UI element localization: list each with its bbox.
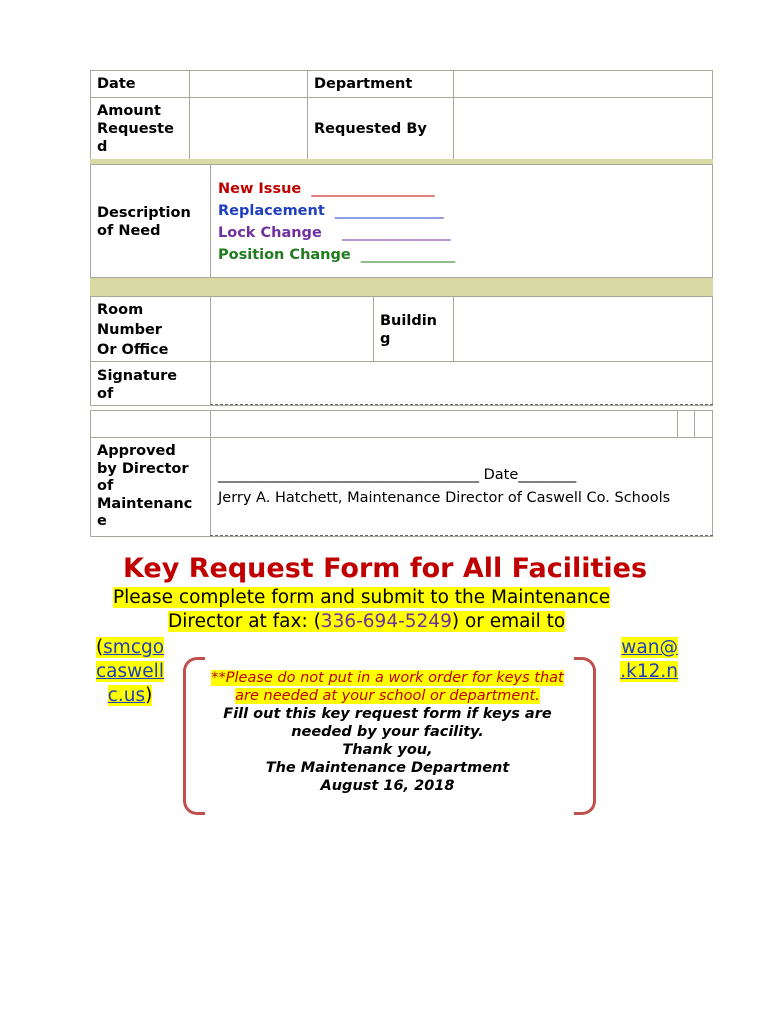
director-name: Jerry A. Hatchett, Maintenance Director of Caswell Co. Schools (218, 490, 671, 506)
spacer-cell (694, 410, 713, 438)
requested-by-label: Requested By (314, 121, 427, 137)
note-line-3: Fill out this key request form if keys are (223, 706, 552, 722)
amount-field[interactable] (189, 97, 308, 160)
instructions-line-2: Director at fax: (336-694-5249) or email to (168, 611, 566, 632)
note-line-5: Thank you, (342, 742, 433, 758)
spacer-cell (677, 410, 695, 438)
right-bracket (574, 657, 596, 815)
need-option-new-issue[interactable]: New Issue _________________ (218, 181, 435, 197)
signature-line (210, 404, 713, 405)
description-of-need-label: Description of Need (97, 205, 191, 239)
note-date: August 16, 2018 (320, 778, 455, 794)
date-field[interactable] (189, 70, 308, 98)
email-link-left[interactable]: (smcgo caswell c.us) (95, 637, 165, 706)
signature-field[interactable] (210, 361, 713, 406)
note-line-1: **Please do not put in a work order for keys that (211, 670, 564, 686)
note-line-6: The Maintenance Department (265, 760, 510, 776)
room-number-label: Room Number Or Office (97, 302, 169, 358)
fax-number: 336-694-5249 (320, 611, 452, 632)
approval-signature-line: ____________________________________ Date________ (218, 467, 577, 483)
row-divider (90, 278, 713, 296)
building-field[interactable] (453, 296, 713, 362)
need-option-lock-change[interactable]: Lock Change _______________ (218, 225, 451, 241)
spacer-cell (90, 410, 211, 438)
room-field[interactable] (210, 296, 374, 362)
email-link-right[interactable]: wan@ .k12.n (620, 637, 678, 682)
instructions-line-1: Please complete form and submit to the Maintenance (113, 587, 611, 608)
approved-by-director-label: Approved by Director of Maintenanc e (97, 443, 193, 529)
need-option-replacement[interactable]: Replacement _______________ (218, 203, 444, 219)
signature-label: Signature of (97, 368, 178, 402)
note-line-2: are needed at your school or department. (235, 688, 540, 704)
approval-bottom-line (210, 535, 713, 536)
need-option-position-change[interactable]: Position Change _____________ (218, 247, 456, 263)
note-line-4: needed by your facility. (291, 724, 484, 740)
requested-by-field[interactable] (453, 97, 713, 160)
department-label: Department (314, 76, 413, 92)
spacer-cell (210, 410, 678, 438)
date-label: Date (97, 76, 136, 92)
amount-requested-label: Amount Requeste d (97, 103, 174, 155)
department-field[interactable] (453, 70, 713, 98)
form-title: Key Request Form for All Facilities (122, 553, 648, 584)
building-label: Buildin g (380, 313, 437, 347)
